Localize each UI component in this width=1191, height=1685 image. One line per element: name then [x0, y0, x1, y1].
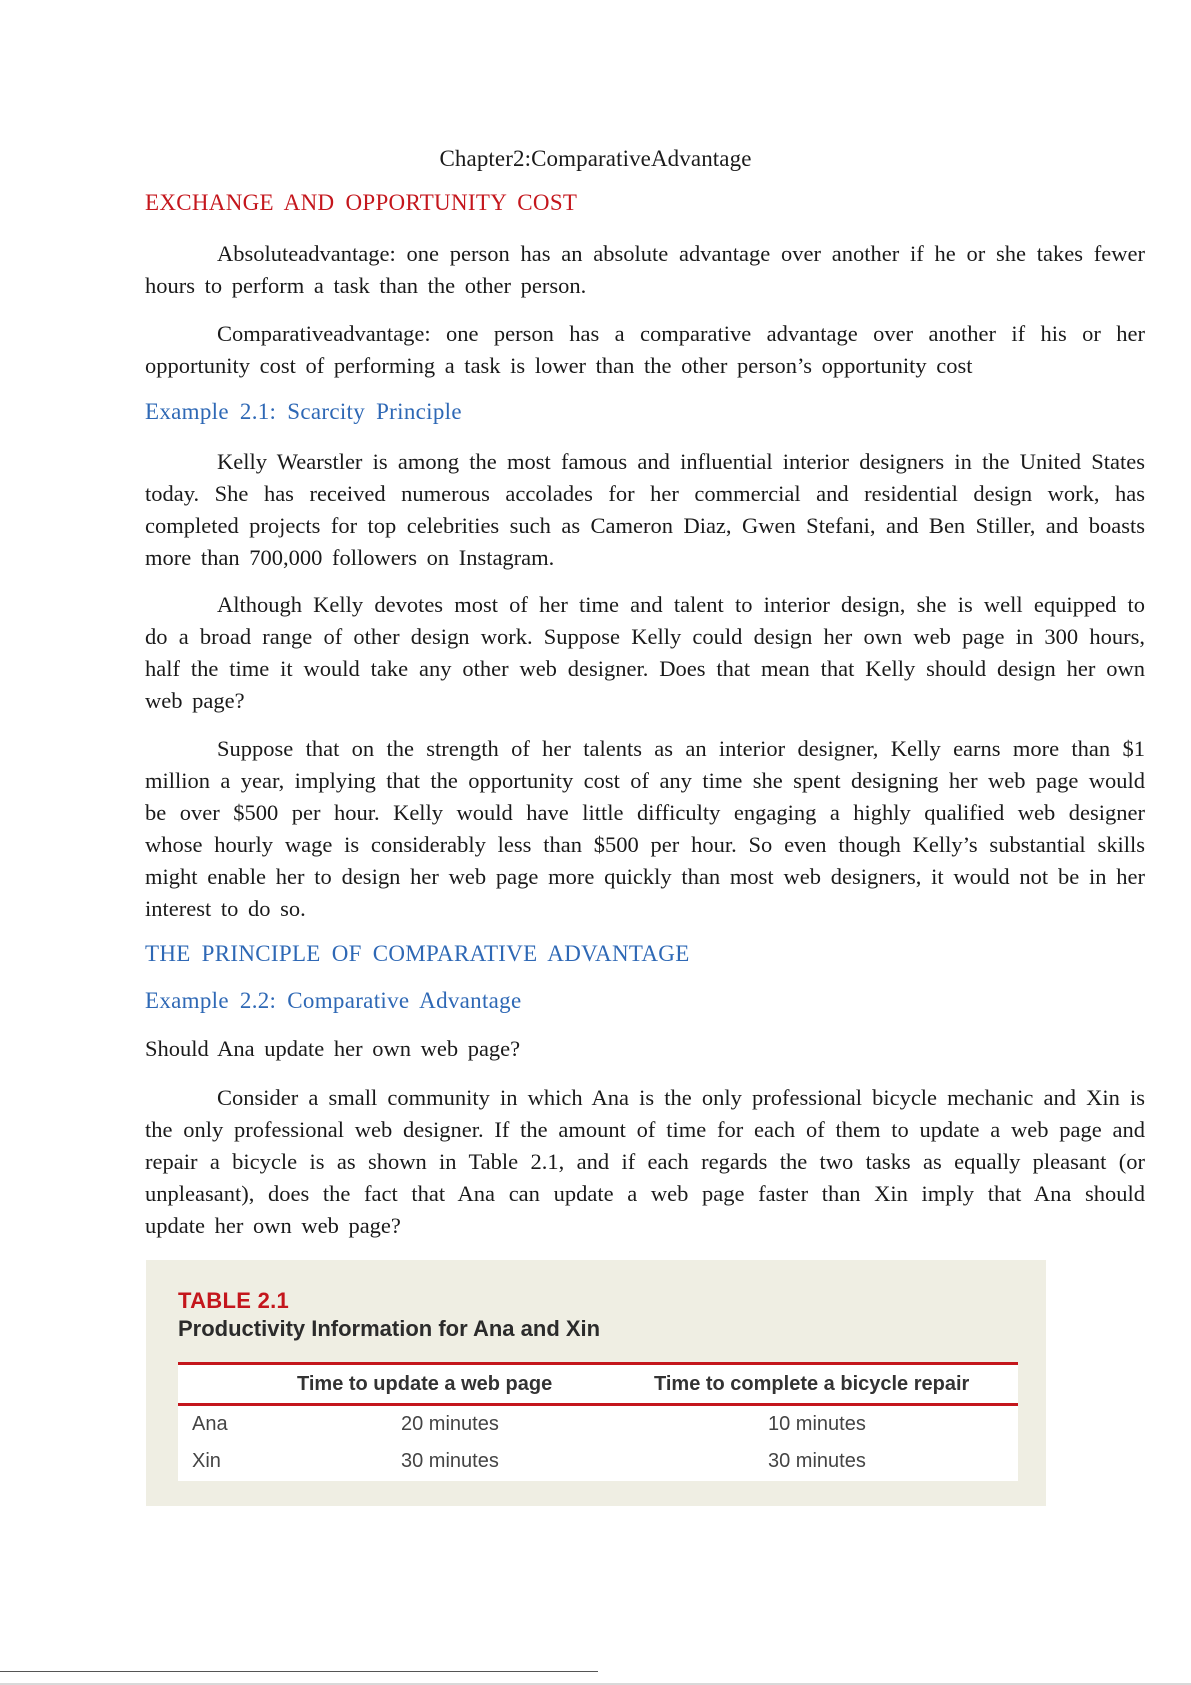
cell-bike-time: 30 minutes [768, 1450, 866, 1472]
cell-web-time: 20 minutes [401, 1413, 499, 1435]
paragraph-kelly-intro: Kelly Wearstler is among the most famous and influential interior designers in the United States today. She has received numerous accolades for her commercial and residential design work, has completed projects for top celebrities such as Cameron Diaz, Gwen Stefani, and Ben Stiller, and boasts more than 700,000 followers on Instagram. [145, 449, 1145, 570]
column-header-web-page: Time to update a web page [297, 1373, 553, 1395]
section-heading-comparative-advantage: THE PRINCIPLE OF COMPARATIVE ADVANTAGE [145, 941, 690, 966]
paragraph-absolute-advantage: Absoluteadvantage: one person has an absolute advantage over another if he or she takes fewer hours to perform a task than the other person. [145, 241, 1145, 298]
table-caption: Productivity Information for Ana and Xin [178, 1316, 601, 1341]
row-name: Xin [192, 1450, 221, 1472]
question-text: Should Ana update her own web page? [145, 1036, 521, 1061]
table-label: TABLE 2.1 [178, 1288, 290, 1313]
paragraph-ana-xin: Consider a small community in which Ana is the only professional bicycle mechanic and Xin is the only professional web designer. If the amount of time for each of them to update a web page and repair a bicycle is as shown in Table 2.1, and if each regards the two tasks as equally pleasant (or unpleasant), does the fact that Ana can update a web page faster than Xin imply that Ana should update her own web page? [145, 1085, 1145, 1238]
productivity-table [178, 1362, 1018, 1481]
header-divider [178, 1403, 1018, 1406]
example-heading-2-1: Example 2.1: Scarcity Principle [145, 399, 462, 424]
paragraph-kelly-opportunity-cost: Suppose that on the strength of her talents as an interior designer, Kelly earns more than $1 million a year, implying that the opportunity cost of any time she spent designing her web page would be over $500 per hour. Kelly would have little difficulty engaging a highly qualified web designer whose hourly wage is considerably less than $500 per hour. So even though Kelly’s substantial skills might enable her to design her web page more quickly than most web designers, it would not be in her interest to do so. [145, 736, 1145, 921]
cell-bike-time: 10 minutes [768, 1413, 866, 1435]
chapter-title: Chapter2:ComparativeAdvantage [439, 146, 752, 171]
row-name: Ana [192, 1413, 228, 1435]
paragraph-kelly-web-page: Although Kelly devotes most of her time and talent to interior design, she is well equipped to do a broad range of other design work. Suppose Kelly could design her own web page in 300 hours, half the time it would take any other web designer. Does that mean that Kelly should design her own web page? [145, 592, 1145, 713]
table-2-1 [146, 1260, 1046, 1506]
footnote-rule [0, 1671, 598, 1672]
example-heading-2-2: Example 2.2: Comparative Advantage [145, 988, 522, 1013]
cell-web-time: 30 minutes [401, 1450, 499, 1472]
column-header-bicycle-repair: Time to complete a bicycle repair [654, 1373, 970, 1395]
section-heading-exchange: EXCHANGE AND OPPORTUNITY COST [145, 190, 578, 215]
paragraph-comparative-advantage: Comparativeadvantage: one person has a comparative advantage over another if his or her opportunity cost of performing a task is lower than the other person’s opportunity cost [145, 321, 1145, 378]
